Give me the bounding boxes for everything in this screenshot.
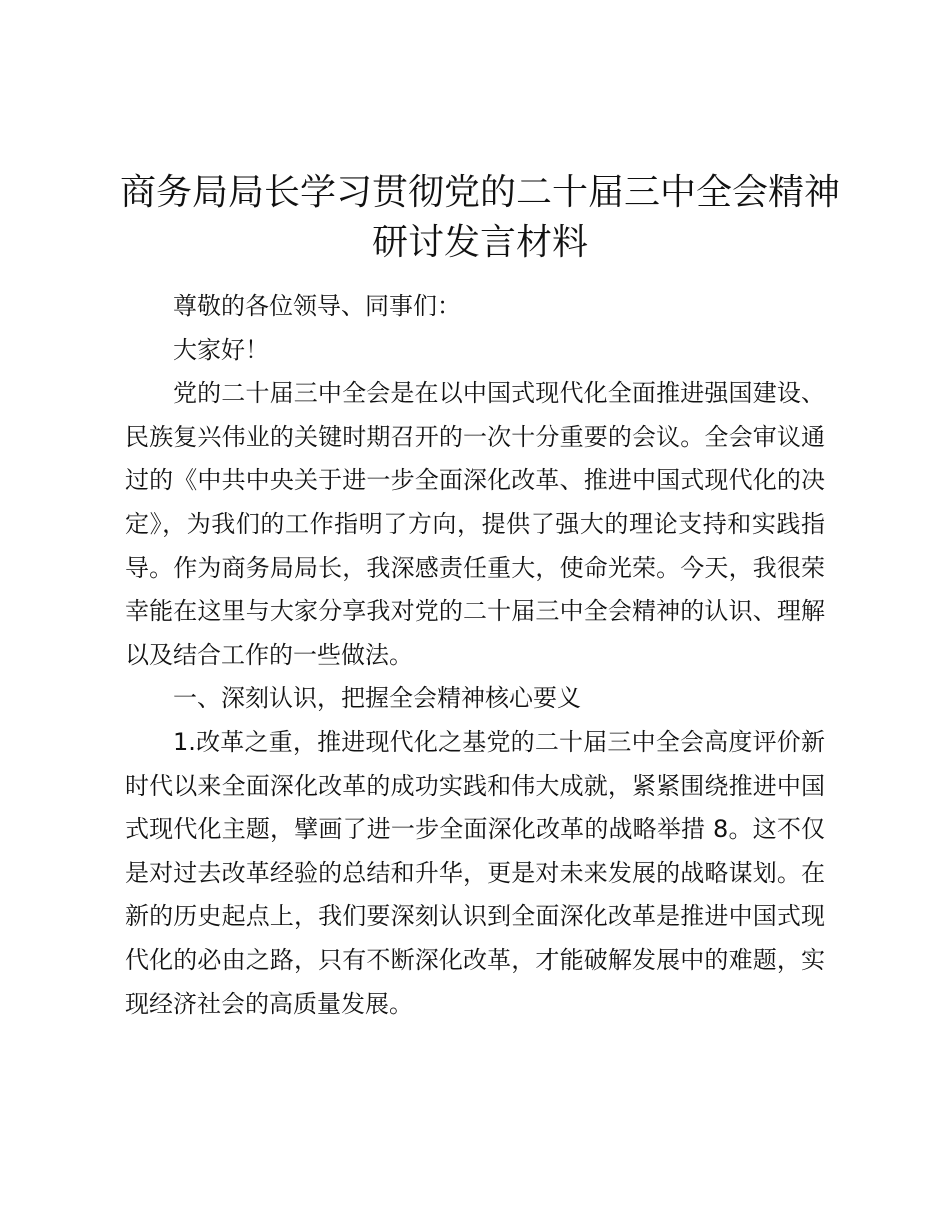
paragraph-intro: 党的二十届三中全会是在以中国式现代化全面推进强国建设、民族复兴伟业的关键时期召开的一次十分重要的会议。全会审议通过的《中共中央关于进一步全面深化改革、推进中国式现代化的决定》，为我们的工作指明了方向，提供了强大的理论支持和实践指导。作为商务局局长，我深感责任重大，使命光荣。今天，我很荣幸能在这里与大家分享我对党的二十届三中全会精神的认识、理解以及结合工作的一些做法。 <box>125 379 825 669</box>
greeting: 大家好！ <box>173 335 269 364</box>
document-title-line-1: 商务局局长学习贯彻党的二十届三中全会精神 <box>120 172 841 213</box>
section-heading-1: 一、深刻认识，把握全会精神核心要义 <box>173 684 581 713</box>
salutation: 尊敬的各位领导、同事们： <box>173 292 461 320</box>
document-title-line-2: 研讨发言材料 <box>371 222 588 263</box>
paragraph-reform: 1.改革之重，推进现代化之基党的二十届三中全会高度评价新时代以来全面深化改革的成功实践和伟大成就，紧紧围绕推进中国式现代化主题，擘画了进一步全面深化改革的战略举措 8。这不仅是对过去改革经验的总结和升华，更是对未来发展的战略谋划。在新的历史起点上，我们要深刻认识到全面深化改革是推进中国式现代化的必由之路，只有不断深化改革，才能破解发展中的难题，实现经济社会的高质量发展。 <box>125 727 825 1018</box>
document-body <box>125 285 825 1026</box>
